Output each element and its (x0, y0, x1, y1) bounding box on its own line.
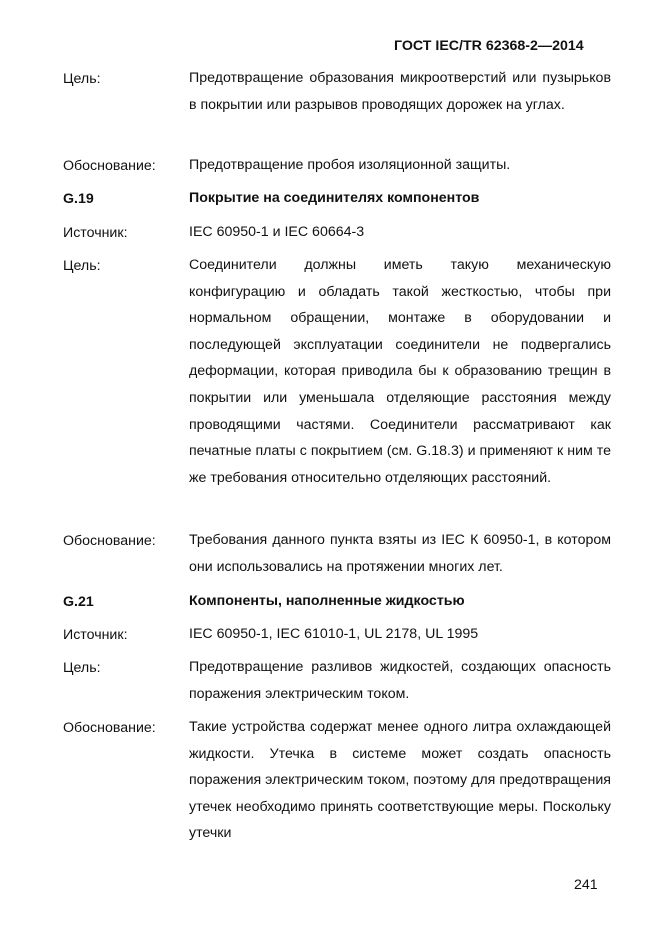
block-label: Цель: (63, 71, 101, 87)
block-label: Источник: (63, 627, 128, 643)
block-text: Такие устройства содержат менее одного литра охлаждающей жидкости. Утечка в системе может создать опасность поражения электрическим током, поэтому для предотвращения утечек необходимо принять соответствующие меры. Поскольку утечки (189, 719, 611, 842)
block-text: Соединители должны иметь такую механическую конфигурацию и обладать такой жесткостью, чтобы при нормальном обращении, монтаже в оборудовании и последующей эксплуатации соединители не подвергались деформации, которая приводила бы к образованию трещин в покрытии или уменьшала отделяющие расстояния между проводящими частями. Соединители рассматривают как печатные платы с покрытием (см. G.18.3) и применяют к ним те же требования относительно отделяющих расстояний. (189, 257, 611, 486)
block-label: Обоснование: (63, 533, 156, 549)
block-text: IEC 60950-1, IEC 61010-1, UL 2178, UL 1995 (189, 626, 479, 642)
block-label: Цель: (63, 258, 101, 274)
block-label: Цель: (63, 660, 101, 676)
block-label: Обоснование: (63, 720, 156, 736)
block-label: Источник: (63, 225, 128, 241)
page-number: 241 (574, 877, 598, 893)
block-text: Предотвращение образования микроотверстий или пузырьков в покрытии или разрывов проводящих дорожек на углах. (189, 70, 611, 113)
block-text: Предотвращение пробоя изоляционной защиты. (189, 157, 511, 173)
section-title: Компоненты, наполненные жидкостью (189, 593, 465, 609)
section-title: Покрытие на соединителях компонентов (189, 190, 480, 206)
block-label: Обоснование: (63, 158, 156, 174)
document-header: ГОСТ IEC/TR 62368-2—2014 (394, 38, 584, 54)
block-text: Предотвращение разливов жидкостей, создающих опасность поражения электрическим током. (189, 659, 611, 702)
section-number: G.19 (63, 191, 94, 207)
block-text: IEC 60950-1 и IEC 60664-3 (189, 224, 365, 240)
section-number: G.21 (63, 594, 94, 610)
block-text: Требования данного пункта взяты из IEC К 60950-1, в котором они использовались на протяжении многих лет. (189, 532, 611, 575)
